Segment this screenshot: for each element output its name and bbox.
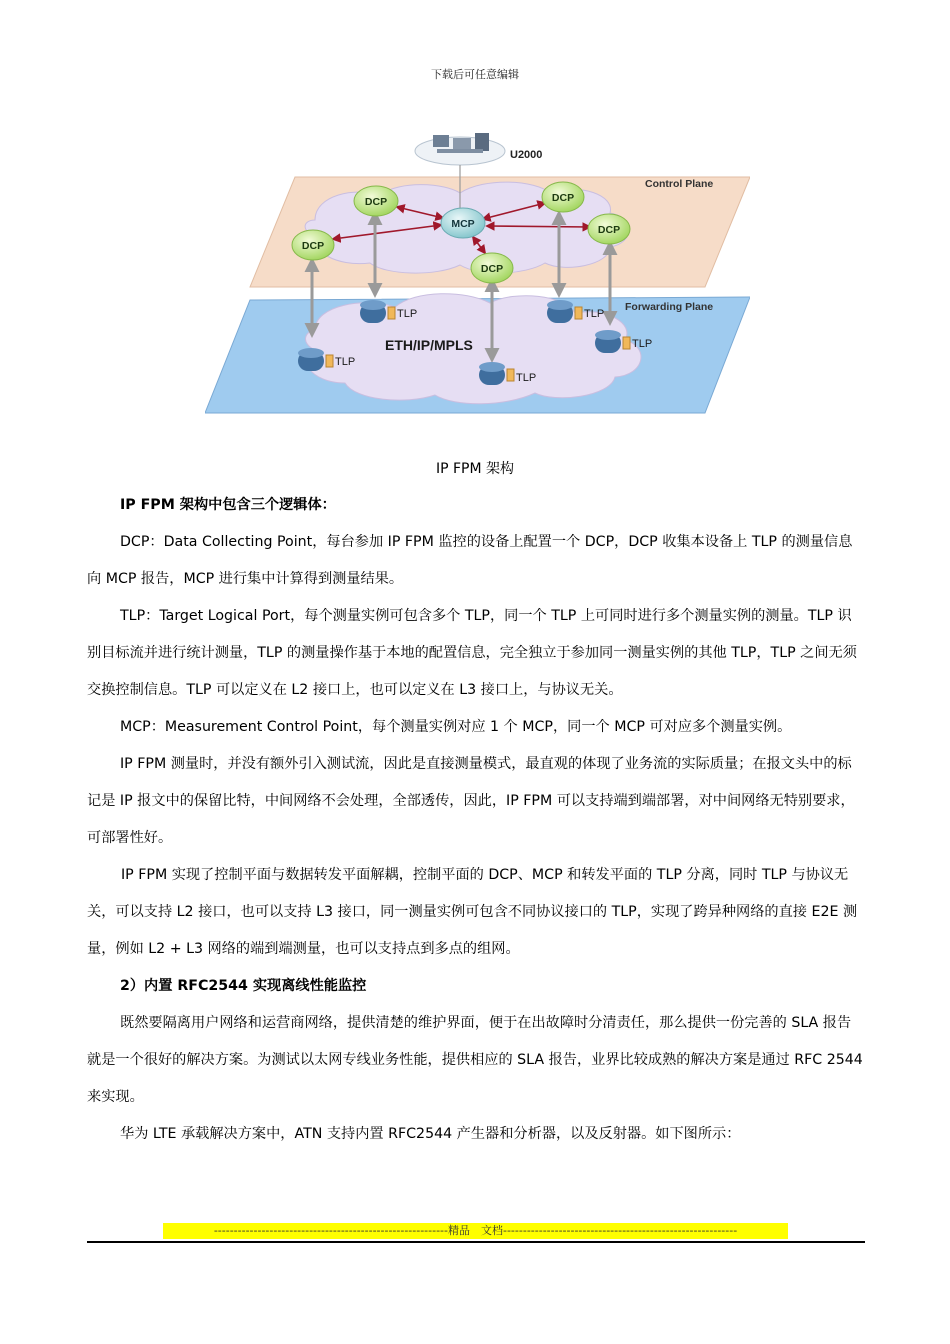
figure-caption: IP FPM 架构 [435, 461, 515, 477]
server-label: U2000 [510, 149, 543, 161]
svg-text:TLP: TLP [632, 338, 653, 350]
dcp-node [354, 186, 398, 216]
svg-text:DCP: DCP [301, 240, 325, 252]
body-text [87, 487, 865, 1153]
paragraph-dcp: DCP：Data Collecting Point，每台参加 IP FPM 监控的设备上配置一个 DCP，DCP 收集本设备上 TLP 的测量信息向 MCP 报告，MCP 进行集中计算得到测量结果。 [87, 534, 853, 587]
dcp-node [588, 214, 630, 244]
svg-text:TLP: TLP [335, 356, 356, 368]
control-plane-label: Control Plane [645, 178, 714, 190]
svg-text:DCP: DCP [551, 192, 575, 204]
server-icon [433, 133, 489, 153]
svg-text:TLP: TLP [584, 308, 605, 320]
footer-banner: -----------------------------------------------------------精品 文档----------------------------------------------------------- [163, 1223, 788, 1239]
footer-divider [87, 1241, 865, 1243]
paragraph-atn: 华为 LTE 承载解决方案中，ATN 支持内置 RFC2544 产生器和分析器，以及反射器。如下图所示： [120, 1126, 741, 1142]
svg-text:TLP: TLP [516, 372, 537, 384]
svg-text:DCP: DCP [480, 263, 504, 275]
paragraph-mcp: MCP：Measurement Control Point，每个测量实例对应 1 个 MCP，同一个 MCP 可对应多个测量实例。 [120, 719, 792, 735]
paragraph-sla: 既然要隔离用户网络和运营商网络，提供清楚的维护界面，便于在出故障时分清责任，那么提供一份完善的 SLA 报告就是一个很好的解决方案。为测试以太网专线业务性能，提供相应的 SLA 报告，业界比较成熟的解决方案是通过 RFC 2544 来实现。 [87, 1015, 863, 1105]
svg-text:MCP: MCP [451, 218, 475, 230]
dcp-node [292, 230, 334, 260]
svg-text:DCP: DCP [597, 224, 621, 236]
page-header: 下载后可任意编辑 [431, 68, 519, 81]
dcp-node [471, 253, 513, 283]
mcp-node [441, 208, 485, 238]
network-label: ETH/IP/MPLS [385, 337, 473, 353]
section-heading: 2）内置 RFC2544 实现离线性能监控 [120, 978, 367, 994]
forwarding-plane-label: Forwarding Plane [625, 301, 714, 313]
paragraph-heading: IP FPM 架构中包含三个逻辑体： [120, 497, 336, 513]
dcp-node [542, 182, 584, 212]
svg-text:TLP: TLP [397, 308, 418, 320]
ip-fpm-architecture-diagram [205, 125, 750, 420]
svg-text:DCP: DCP [364, 196, 388, 208]
paragraph-measurement: IP FPM 测量时，并没有额外引入测试流，因此是直接测量模式，最直观的体现了业务流的实际质量；在报文头中的标记是 IP 报文中的保留比特，中间网络不会处理，全部透传，因此，IP FPM 可以支持端到端部署，对中间网络无特别要求，可部署性好。 [87, 756, 855, 846]
paragraph-tlp: TLP：Target Logical Port，每个测量实例可包含多个 TLP，同一个 TLP 上可同时进行多个测量实例的测量。TLP 识别目标流并进行统计测量，TLP 的测量操作基于本地的配置信息，完全独立于参加同一测量实例的其他 TLP，TLP 之间无须交换控制信息。TLP 可以定义在 L2 接口上，也可以定义在 L3 接口上，与协议无关。 [87, 608, 857, 698]
paragraph-decoupling: IP FPM 实现了控制平面与数据转发平面解耦，控制平面的 DCP、MCP 和转发平面的 TLP 分离，同时 TLP 与协议无关，可以支持 L2 接口，也可以支持 L3 接口，同一测量实例可包含不同协议接口的 TLP，实现了跨异种网络的直接 E2E 测量，例如 L2 + L3 网络的端到端测量，也可以支持点到多点的组网。 [87, 867, 858, 957]
